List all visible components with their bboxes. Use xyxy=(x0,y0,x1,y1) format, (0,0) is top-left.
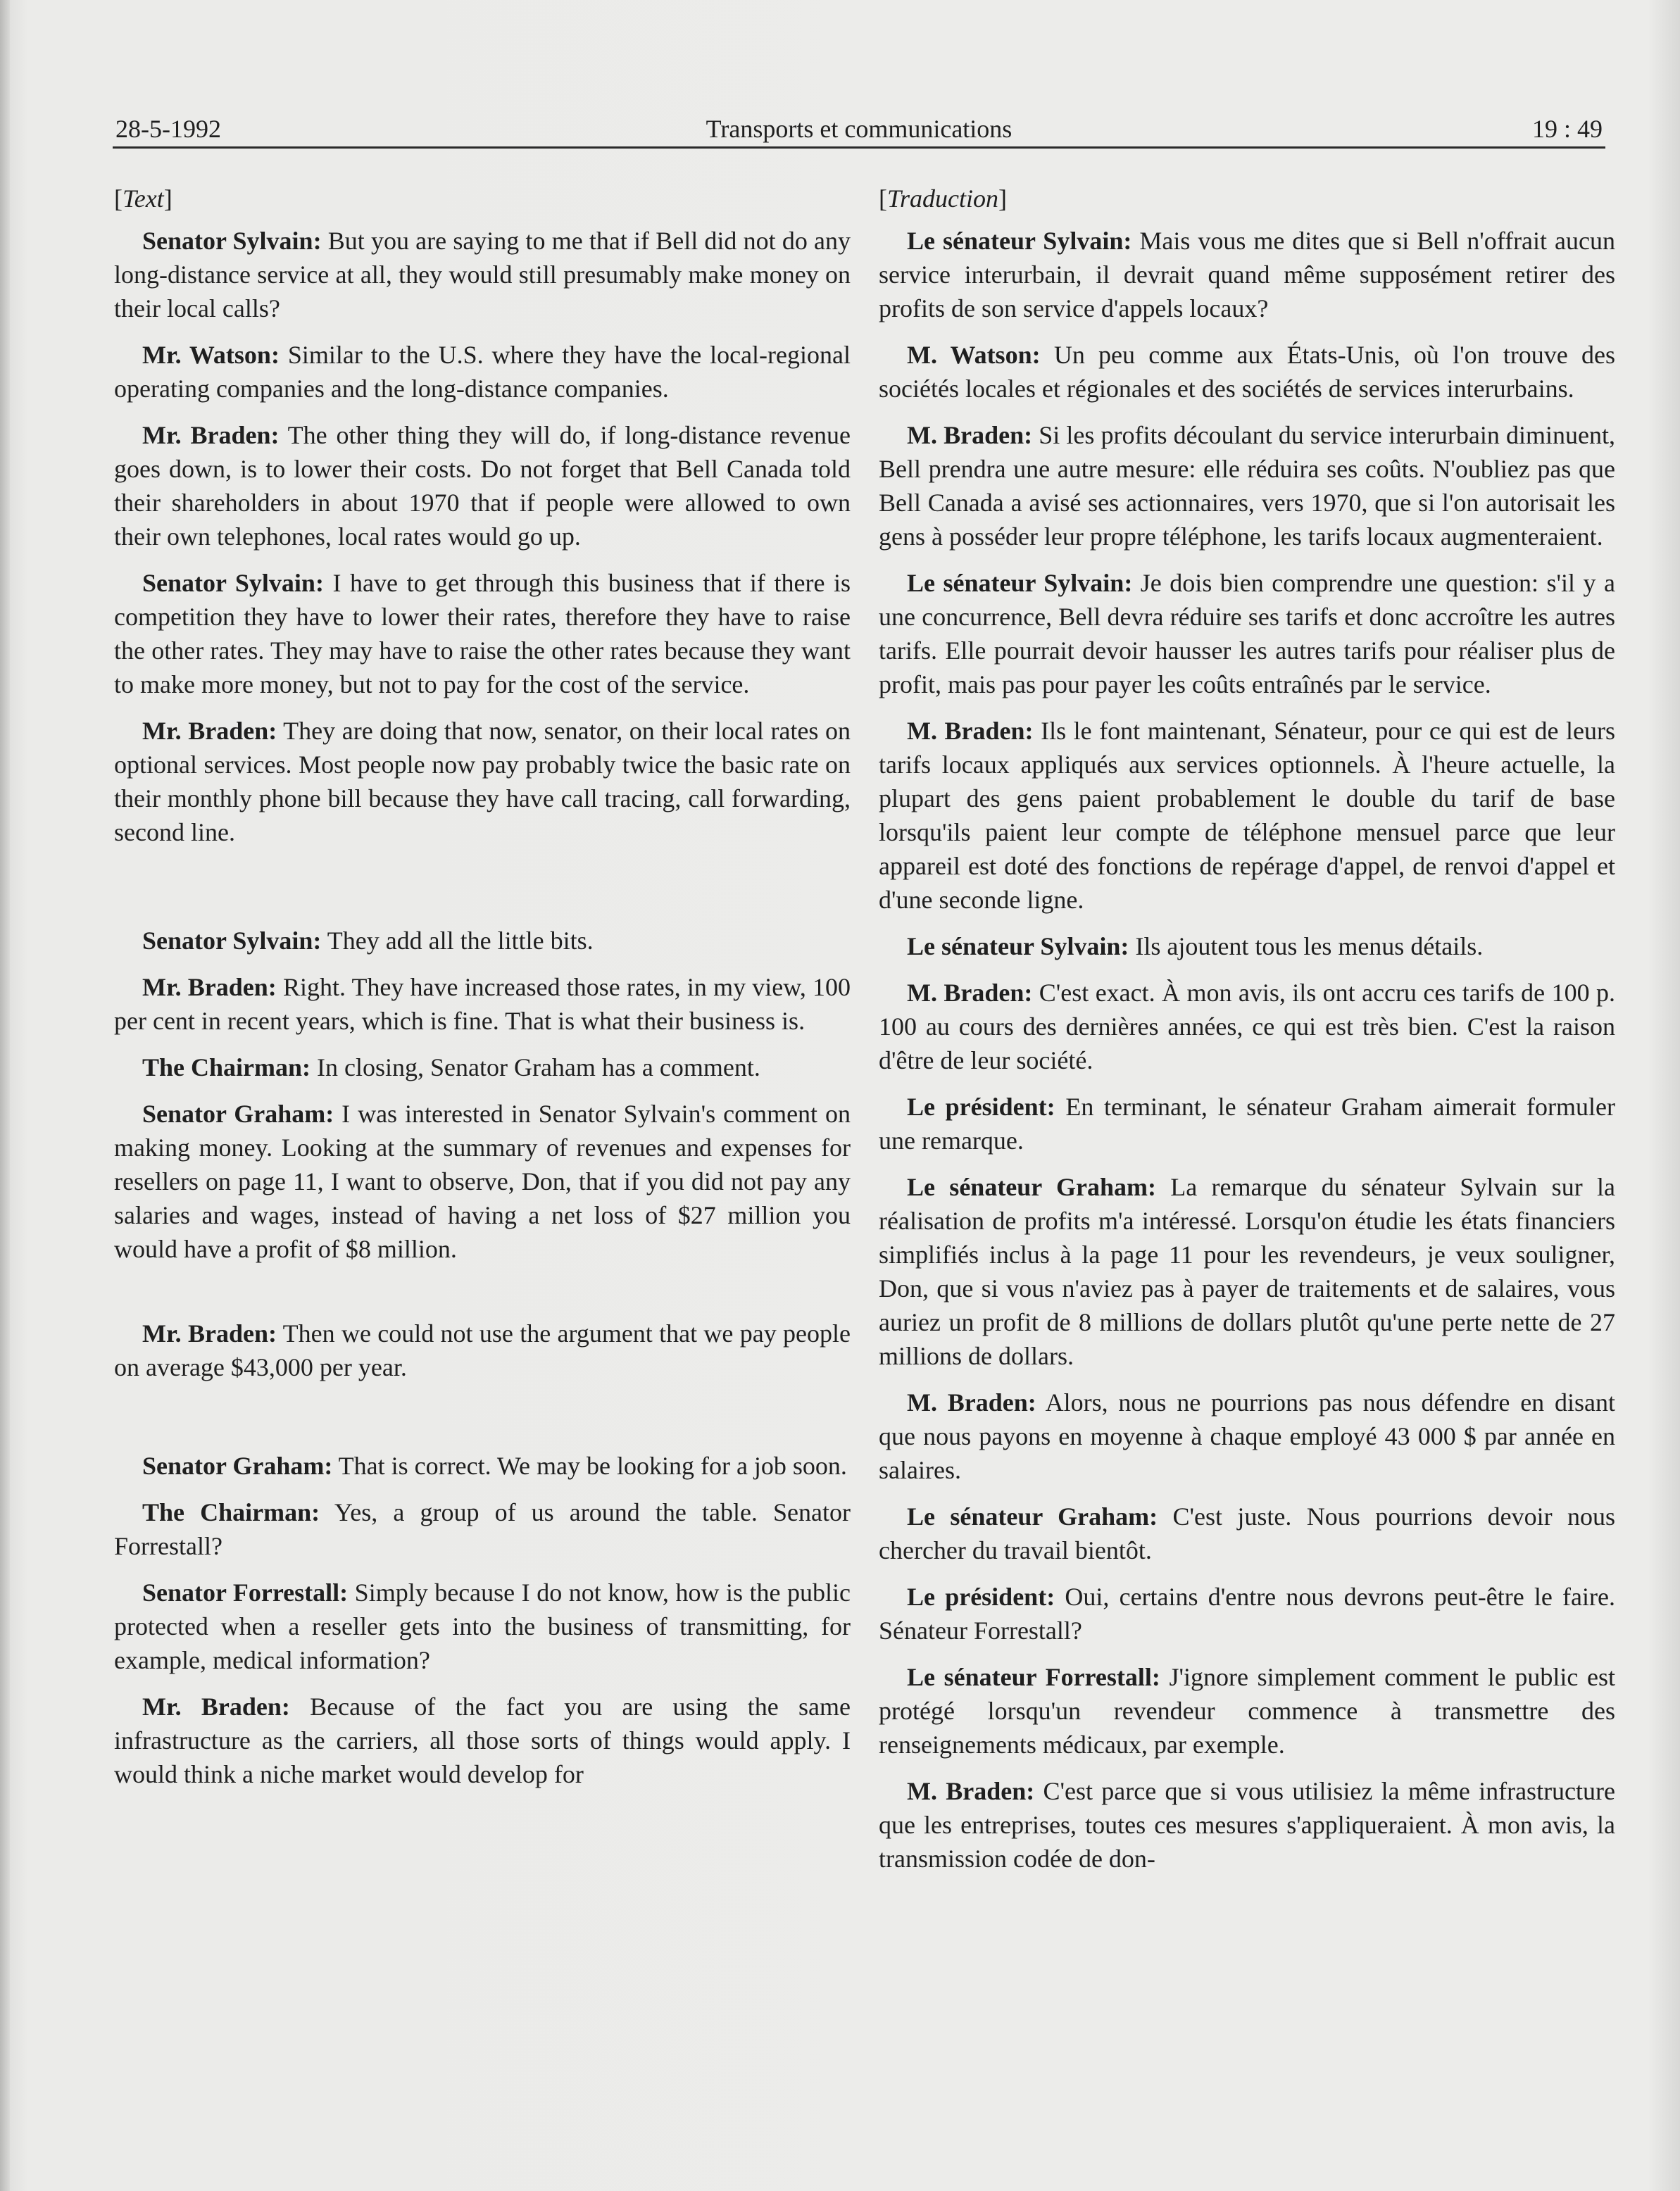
speaker-name: Mr. Braden: xyxy=(142,1319,277,1348)
page-binding-edge xyxy=(0,0,10,2191)
speaker-name: Senator Sylvain: xyxy=(142,569,324,597)
dialogue-paragraph xyxy=(879,1774,1615,1876)
running-header xyxy=(113,106,1605,149)
speaker-name: Le président: xyxy=(907,1583,1055,1611)
speech-text: La remarque du sénateur Sylvain sur la réalisation de profits m'a intéressé. Lorsqu'on étudie les états financiers simplifiés inclus à la page 11 pour les revendeurs, je veux souligner, Don, que si vous n'aviez pas à payer de traitements et de salaires, vous auriez un profit de 8 millions de dollars plutôt qu'une perte nette de 27 millions de dollars. xyxy=(879,1173,1615,1370)
dialogue-paragraph xyxy=(879,1170,1615,1373)
speech-text: C'est exact. À mon avis, ils ont accru ces tarifs de 100 p. 100 au cours des dernières années, ce qui est très bien. C'est la raison d'être de leur société. xyxy=(879,979,1615,1074)
speech-text: Si les profits découlant du service interurbain diminuent, Bell prendra une autre mesure: elle réduira ses coûts. N'oubliez pas que Bell Canada a avisé ses actionnaires, vers 1970, que si l'on autorisait les gens à posséder leur propre téléphone, les tarifs locaux augmenteraient. xyxy=(879,421,1615,551)
dialogue-paragraph xyxy=(879,224,1615,325)
speech-text: I was interested in Senator Sylvain's comment on making money. Looking at the summary of revenues and expenses for resellers on page 11, I want to observe, Don, that if you did not pay any salaries and wages, instead of having a net loss of $27 million you would have a profit of $8 million. xyxy=(114,1100,851,1263)
translation-tag: [Traduction] xyxy=(879,184,1008,213)
header-page-number: 19 : 49 xyxy=(1531,115,1603,143)
speaker-name: Le sénateur Forrestall: xyxy=(907,1663,1160,1691)
speech-text: C'est parce que si vous utilisiez la même infrastructure que les entreprises, toutes ces mesures s'appliqueraient. À mon avis, la transmission codée de don- xyxy=(879,1777,1616,1873)
dialogue-paragraph xyxy=(879,338,1615,406)
dialogue-paragraph xyxy=(114,1449,851,1483)
speech-text: Simply because I do not know, how is the public protected when a reseller gets into the business of transmitting, for example, medical information? xyxy=(114,1578,851,1674)
dialogue-paragraph xyxy=(879,418,1615,553)
speaker-name: Le sénateur Graham: xyxy=(907,1173,1156,1201)
speech-text: Ils le font maintenant, Sénateur, pour ce qui est de leurs tarifs locaux appliqués aux services optionnels. À l'heure actuelle, la plupart des gens paient probablement le double du tarif de base lorsqu'ils paient leur compte de téléphone mensuel parce que leur appareil est doté des fonctions de repérage d'appel, de renvoi d'appel et d'une seconde ligne. xyxy=(879,717,1615,914)
speaker-name: Le sénateur Graham: xyxy=(907,1502,1158,1531)
speech-text: In closing, Senator Graham has a comment. xyxy=(311,1053,760,1081)
speaker-name: Senator Sylvain: xyxy=(142,227,322,255)
speech-text: Mais vous me dites que si Bell n'offrait aucun service interurbain, il devrait quand même supposément retirer des profits de son service d'appels locaux? xyxy=(879,227,1615,322)
speech-text: Je dois bien comprendre une question: s'il y a une concurrence, Bell devra réduire ses tarifs et donc accroître les autres tarifs. Elle pourrait devoir hausser les autres tarifs pour réaliser plus de profit, mais pas pour payer les coûts entraînés par le service. xyxy=(879,569,1615,698)
speech-text: Then we could not use the argument that we pay people on average $43,000 per year. xyxy=(114,1319,851,1381)
speech-text: Ils ajoutent tous les menus détails. xyxy=(1129,932,1484,960)
speaker-name: M. Braden: xyxy=(907,421,1033,449)
speech-text: Similar to the U.S. where they have the local-regional operating companies and the long-distance companies. xyxy=(114,341,851,403)
text-tag-label: Text xyxy=(123,184,164,213)
speech-text: C'est juste. Nous pourrions devoir nous chercher du travail bientôt. xyxy=(879,1502,1615,1564)
speaker-name: Mr. Braden: xyxy=(142,973,277,1001)
speaker-name: Le sénateur Sylvain: xyxy=(907,569,1133,597)
speech-text: I have to get through this business that if there is competition they have to lower their rates, therefore they have to raise the other rates. They may have to raise the other rates because they want to make more money, but not to pay for the cost of the service. xyxy=(114,569,851,698)
dialogue-paragraph xyxy=(114,1097,851,1266)
speech-text: J'ignore simplement comment le public est protégé lorsqu'un revendeur commence à transmettre des renseignements médicaux, par exemple. xyxy=(879,1663,1615,1759)
speaker-name: M. Braden: xyxy=(907,717,1034,745)
speaker-name: Le sénateur Sylvain: xyxy=(907,227,1132,255)
dialogue-paragraph xyxy=(114,1317,851,1384)
speech-text: The other thing they will do, if long-distance revenue goes down, is to lower their costs. Do not forget that Bell Canada told their shareholders in about 1970 that if people were allowed to own their own telephones, local rates would go up. xyxy=(114,421,851,551)
speaker-name: Mr. Braden: xyxy=(142,421,280,449)
speaker-name: The Chairman: xyxy=(142,1053,311,1081)
dialogue-paragraph xyxy=(114,1495,851,1563)
dialogue-paragraph xyxy=(114,924,851,958)
header-date: 28-5-1992 xyxy=(115,115,221,143)
speaker-name: M. Braden: xyxy=(907,979,1033,1007)
speech-text: Right. They have increased those rates, in my view, 100 per cent in recent years, which is fine. That is what their business is. xyxy=(114,973,851,1035)
speech-text: But you are saying to me that if Bell did not do any long-distance service at all, they would still presumably make money on their local calls? xyxy=(114,227,851,322)
translation-tag-label: Traduction xyxy=(887,184,999,213)
speech-text: Because of the fact you are using the same infrastructure as the carriers, all those sorts of things would apply. I would think a niche market would develop for xyxy=(114,1693,851,1788)
speaker-name: Senator Sylvain: xyxy=(142,927,322,955)
speaker-name: Mr. Braden: xyxy=(142,1693,290,1721)
dialogue-paragraph xyxy=(114,714,851,849)
dialogue-paragraph xyxy=(114,418,851,553)
text-tag: [Text] xyxy=(114,184,173,213)
speech-text: That is correct. We may be looking for a job soon. xyxy=(332,1452,847,1480)
speech-text: They add all the little bits. xyxy=(321,927,594,955)
dialogue-paragraph xyxy=(879,1386,1615,1487)
speaker-name: Mr. Watson: xyxy=(142,341,280,369)
speaker-name: M. Braden: xyxy=(907,1388,1036,1417)
english-column xyxy=(114,182,851,1804)
speech-text: Alors, nous ne pourrions pas nous défendre en disant que nous payons en moyenne à chaque employé 43 000 $ par année en salaires. xyxy=(879,1388,1615,1484)
dialogue-paragraph xyxy=(879,1660,1615,1762)
dialogue-paragraph xyxy=(879,714,1615,917)
dialogue-paragraph xyxy=(114,1690,851,1791)
speech-text: Un peu comme aux États-Unis, où l'on trouve des sociétés locales et régionales et des sociétés de services interurbains. xyxy=(879,341,1616,403)
french-column xyxy=(879,182,1615,1888)
speaker-name: Mr. Braden: xyxy=(142,717,277,745)
speech-text: They are doing that now, senator, on their local rates on optional services. Most people now pay probably twice the basic rate on their monthly phone bill because they have call tracing, call forwarding, second line. xyxy=(114,717,851,846)
dialogue-paragraph xyxy=(879,1500,1615,1567)
speaker-name: Senator Graham: xyxy=(142,1452,333,1480)
dialogue-paragraph xyxy=(114,224,851,325)
dialogue-paragraph xyxy=(879,976,1615,1077)
dialogue-paragraph xyxy=(114,970,851,1038)
speaker-name: Senator Graham: xyxy=(142,1100,334,1128)
speaker-name: The Chairman: xyxy=(142,1498,320,1526)
header-title: Transports et communications xyxy=(706,115,1013,143)
speaker-name: Senator Forrestall: xyxy=(142,1578,349,1607)
speech-text: En terminant, le sénateur Graham aimerait formuler une remarque. xyxy=(879,1093,1616,1155)
dialogue-paragraph xyxy=(114,566,851,701)
speaker-name: M. Braden: xyxy=(907,1777,1035,1805)
dialogue-paragraph xyxy=(879,1580,1615,1647)
dialogue-paragraph xyxy=(879,1090,1615,1157)
speaker-name: M. Watson: xyxy=(907,341,1041,369)
dialogue-paragraph xyxy=(879,566,1615,701)
dialogue-paragraph xyxy=(114,1576,851,1677)
speaker-name: Le président: xyxy=(907,1093,1055,1121)
dialogue-paragraph xyxy=(879,929,1615,963)
speech-text: Yes, a group of us around the table. Senator Forrestall? xyxy=(114,1498,851,1560)
speaker-name: Le sénateur Sylvain: xyxy=(907,932,1129,960)
dialogue-paragraph xyxy=(114,1050,851,1084)
dialogue-paragraph xyxy=(114,338,851,406)
speech-text: Oui, certains d'entre nous devrons peut-être le faire. Sénateur Forrestall? xyxy=(879,1583,1615,1645)
